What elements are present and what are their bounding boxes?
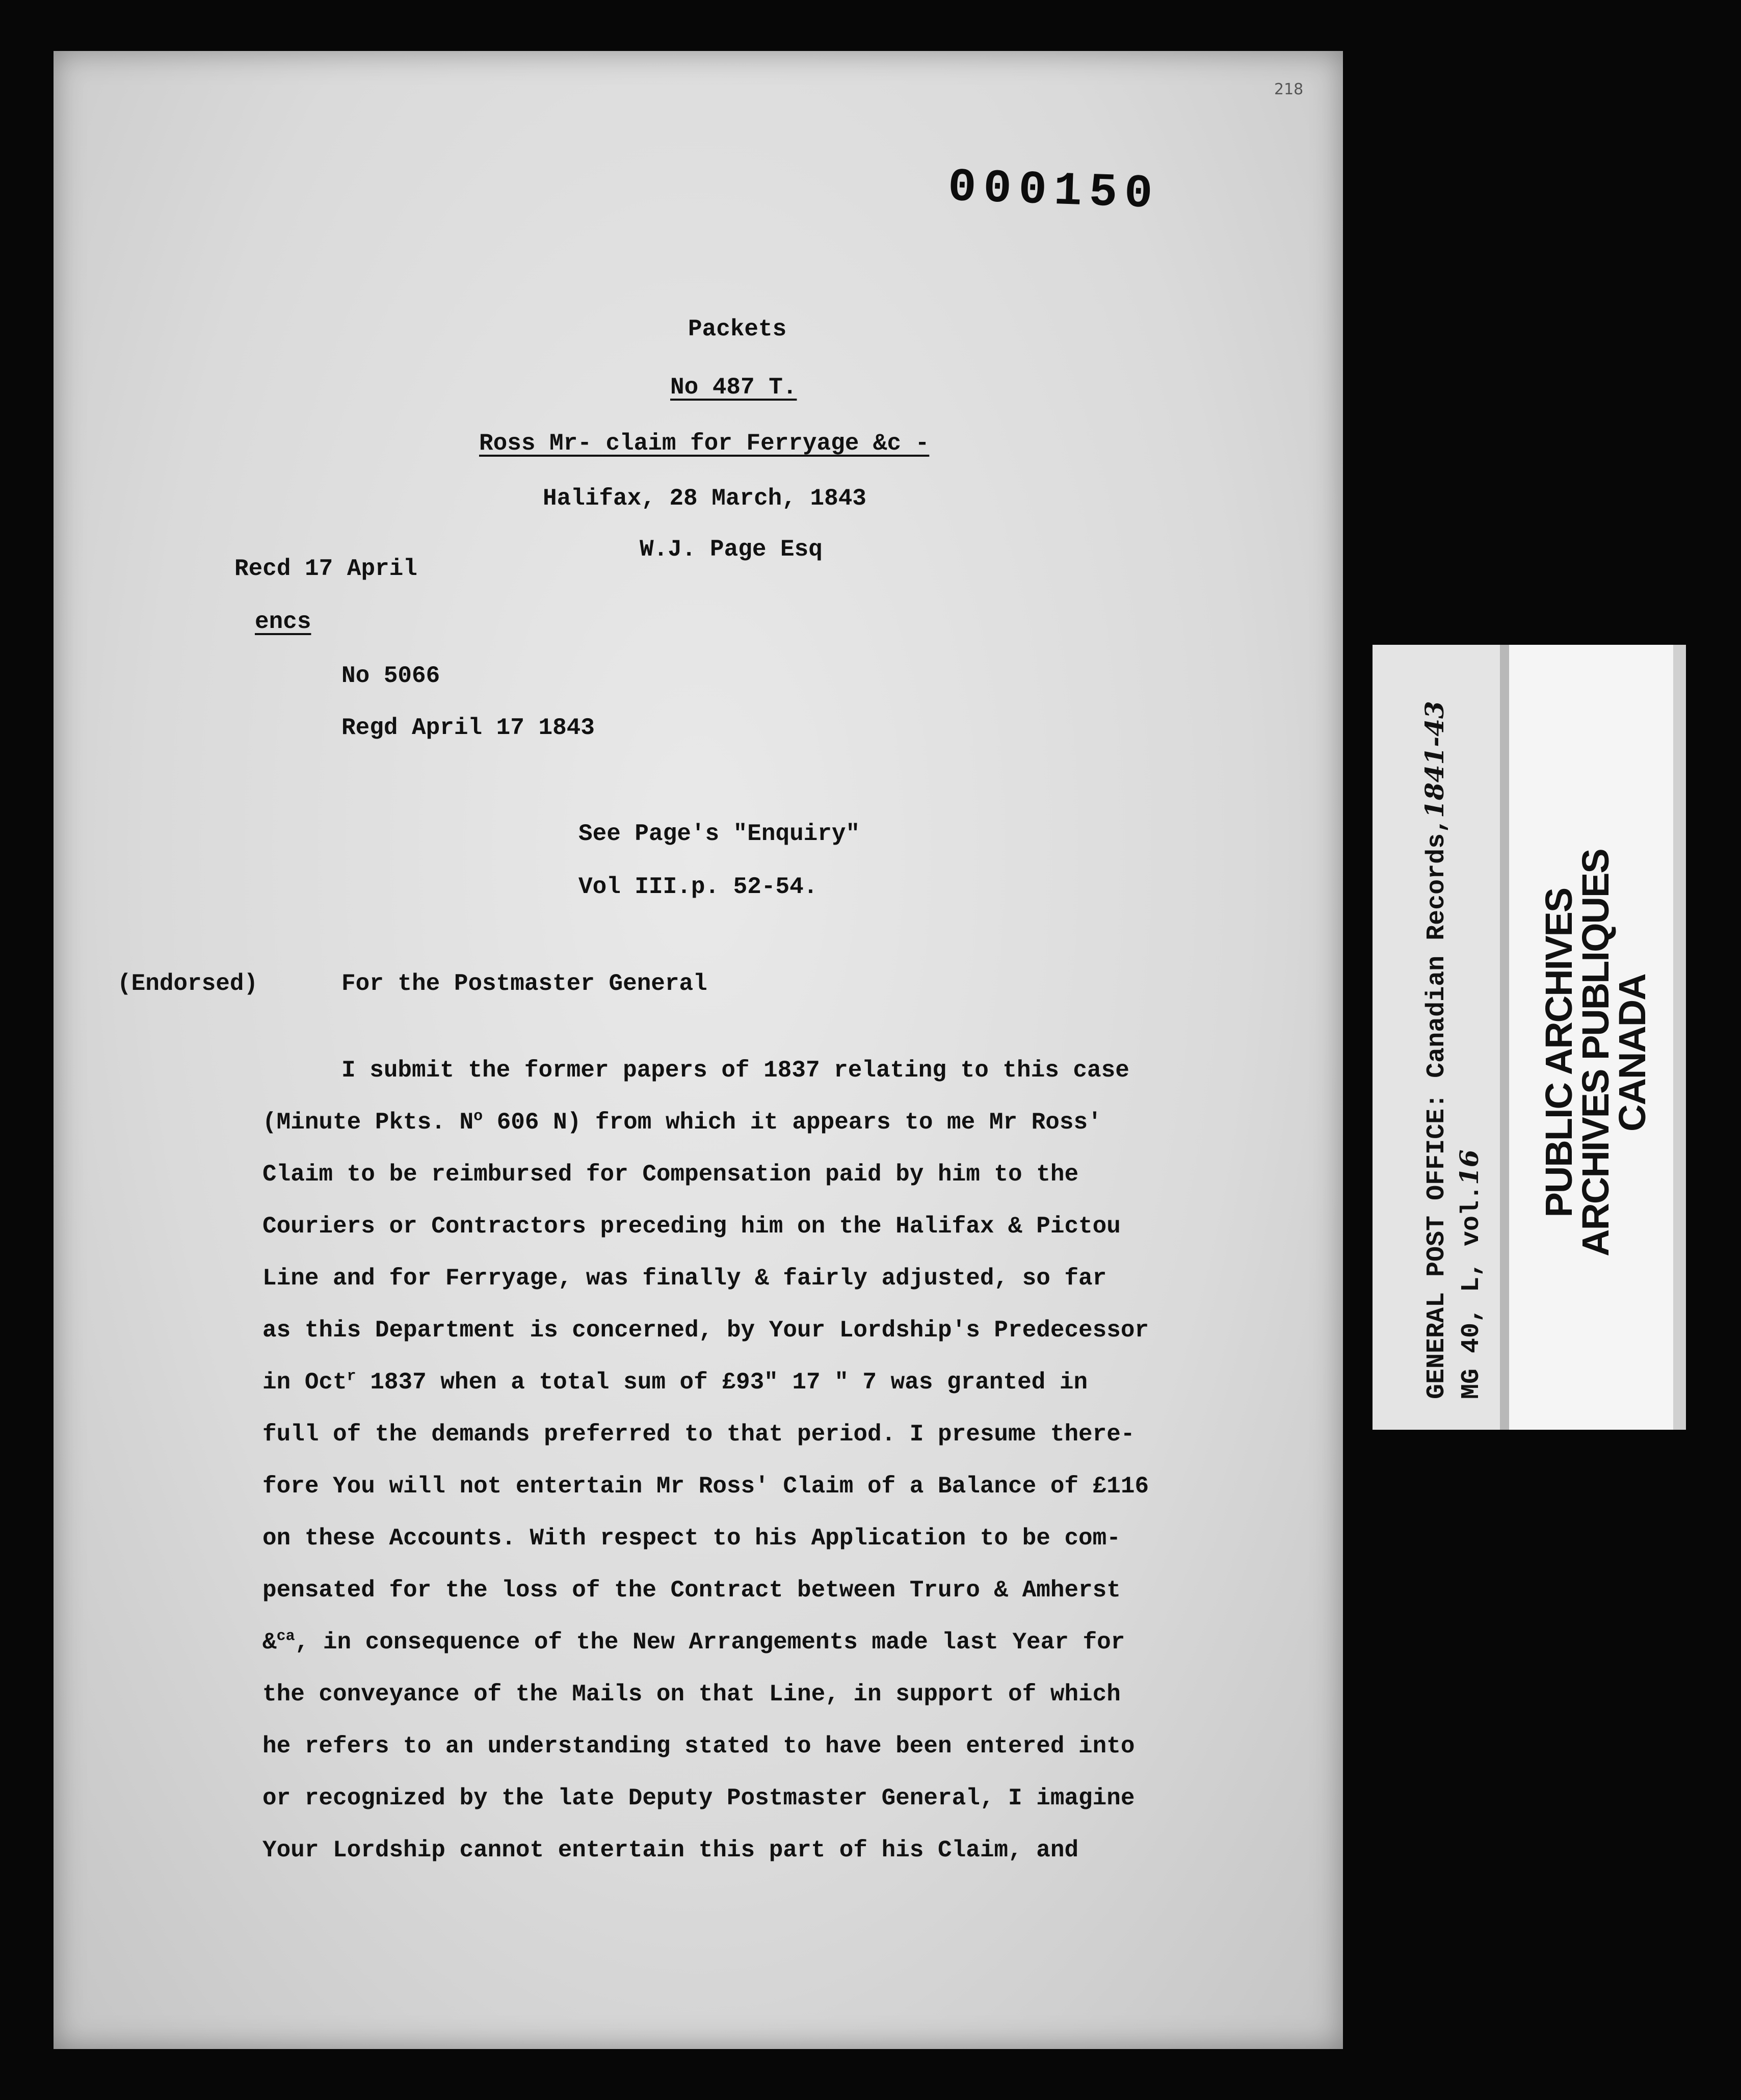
label-citation-line-2: MG 40, L, vol.16	[1454, 1149, 1486, 1399]
archives-stamp-line-1: PUBLIC ARCHIVES	[1538, 888, 1580, 1218]
endorsed-to: For the Postmaster General	[341, 970, 707, 997]
heading-author: W.J. Page Esq	[640, 536, 823, 563]
endorsed-label: (Endorsed)	[117, 970, 258, 997]
body-line: in Oct$^r$ 1837 when a total sum of £93" 17 " 7 was granted in	[262, 1368, 1088, 1396]
heading-category: Packets	[688, 316, 787, 343]
heading-place-date: Halifax, 28 March, 1843	[543, 485, 866, 512]
body-line: on these Accounts. With respect to his Application to be com-	[262, 1525, 1121, 1552]
label-citation-line-1: GENERAL POST OFFICE: Canadian Records,1841-43	[1419, 701, 1452, 1399]
enclosures-label: encs	[255, 609, 311, 635]
label-divider	[1500, 645, 1509, 1430]
body-line: as this Department is concerned, by Your Lordship's Predecessor	[262, 1317, 1149, 1344]
archives-stamp-line-2: ARCHIVES PUBLIQUES	[1574, 849, 1617, 1256]
registered-date: Regd April 17 1843	[341, 715, 595, 741]
reference-enquiry: See Page's "Enquiry"	[578, 821, 860, 847]
page-mark: 218	[1274, 81, 1304, 98]
body-line: the conveyance of the Mails on that Line, in support of which	[262, 1681, 1121, 1708]
body-line: pensated for the loss of the Contract between Truro & Amherst	[262, 1577, 1121, 1604]
body-line: &$^{ca}$, in consequence of the New Arrangements made last Year for	[262, 1628, 1125, 1656]
stamp-number: 000150	[947, 160, 1160, 222]
body-line: or recognized by the late Deputy Postmaster General, I imagine	[262, 1785, 1135, 1812]
document-page	[54, 51, 1343, 2049]
body-line: I submit the former papers of 1837 relating to this case	[341, 1057, 1129, 1084]
body-line: Couriers or Contractors preceding him on the Halifax & Pictou	[262, 1213, 1121, 1240]
body-line: Claim to be reimbursed for Compensation paid by him to the	[262, 1161, 1079, 1188]
label-edge	[1673, 645, 1686, 1430]
body-line: he refers to an understanding stated to have been entered into	[262, 1733, 1135, 1760]
body-line: Your Lordship cannot entertain this part of his Claim, and	[262, 1837, 1079, 1863]
registration-number: No 5066	[341, 663, 440, 689]
received-date: Recd 17 April	[234, 556, 417, 582]
reference-volume: Vol III.p. 52-54.	[578, 874, 818, 900]
body-line: fore You will not entertain Mr Ross' Claim of a Balance of £116	[262, 1473, 1149, 1500]
archives-stamp	[1538, 849, 1653, 1256]
body-line: full of the demands preferred to that period. I presume there-	[262, 1421, 1135, 1448]
heading-number: No 487 T.	[670, 374, 797, 401]
heading-subject: Ross Mr- claim for Ferryage &c -	[479, 430, 930, 457]
body-line: Line and for Ferryage, was finally & fairly adjusted, so far	[262, 1265, 1107, 1292]
archive-label	[1373, 645, 1686, 1430]
bleed-through-text	[319, 214, 333, 241]
body-line: (Minute Pkts. $N^o$ 606 N) from which it appears to me Mr Ross'	[262, 1108, 1102, 1136]
archives-stamp-line-3: CANADA	[1611, 974, 1653, 1132]
